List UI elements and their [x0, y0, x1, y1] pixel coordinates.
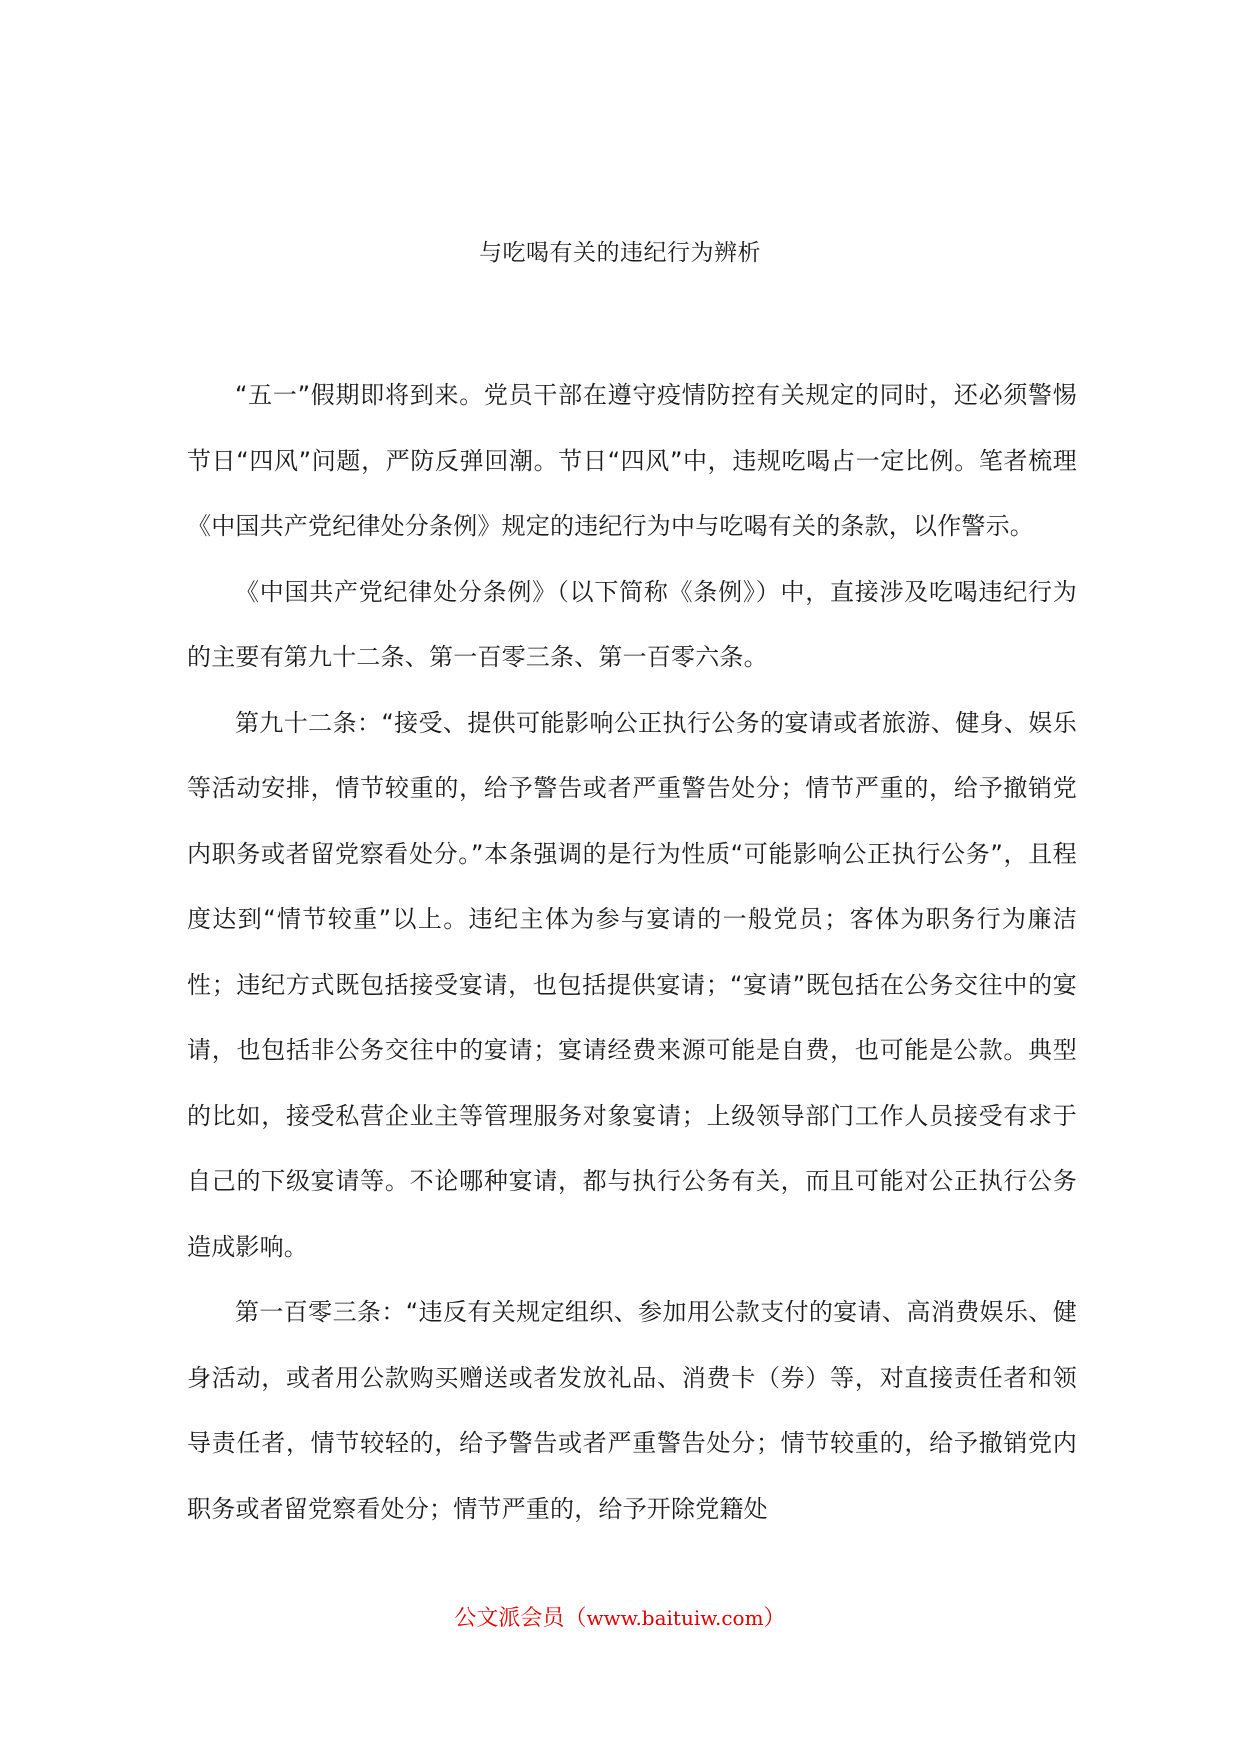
- footer-watermark: [0, 1603, 1240, 1634]
- paragraph-article-92: 第九十二条：“接受、提供可能影响公正执行公务的宴请或者旅游、健身、娱乐等活动安排，情节较重的，给予警告或者严重警告处分；情节严重的，给予撤销党内职务或者留党察看处分。”本条强调的是行为性质“可能影响公正执行公务”，且程度达到“情节较重”以上。违纪主体为参与宴请的一般党员；客体为职务行为廉洁性；违纪方式既包括接受宴请，也包括提供宴请；“宴请”既包括在公务交往中的宴请，也包括非公务交往中的宴请；宴请经费来源可能是自费，也可能是公款。典型的比如，接受私营企业主等管理服务对象宴请；上级领导部门工作人员接受有求于自己的下级宴请等。不论哪种宴请，都与执行公务有关，而且可能对公正执行公务造成影响。: [187, 708, 1077, 1261]
- document-body: [187, 363, 1077, 1542]
- footer-close-paren: ）: [763, 1606, 786, 1631]
- paragraph-overview: 《中国共产党纪律处分条例》（以下简称《条例》）中，直接涉及吃喝违纪行为的主要有第九十二条、第一百零三条、第一百零六条。: [187, 577, 1077, 671]
- paragraph-article-103: 第一百零三条：“违反有关规定组织、参加用公款支付的宴请、高消费娱乐、健身活动，或者用公款购买赠送或者发放礼品、消费卡（券）等，对直接责任者和领导责任者，情节较轻的，给予警告或者严重警告处分；情节较重的，给予撤销党内职务或者留党察看处分；情节严重的，给予开除党籍处: [187, 1298, 1077, 1523]
- footer-open-paren: （: [564, 1606, 587, 1631]
- paragraph-intro: “五一”假期即将到来。党员干部在遵守疫情防控有关规定的同时，还必须警惕节日“四风”问题，严防反弹回潮。节日“四风”中，违规吃喝占一定比例。笔者梳理《中国共产党纪律处分条例》规定的违纪行为中与吃喝有关的条款，以作警示。: [187, 381, 1077, 540]
- footer-label: 公文派会员: [454, 1606, 565, 1631]
- document-title: 与吃喝有关的违纪行为辨析: [479, 240, 761, 266]
- footer-url[interactable]: www.baituiw.com: [586, 1606, 764, 1630]
